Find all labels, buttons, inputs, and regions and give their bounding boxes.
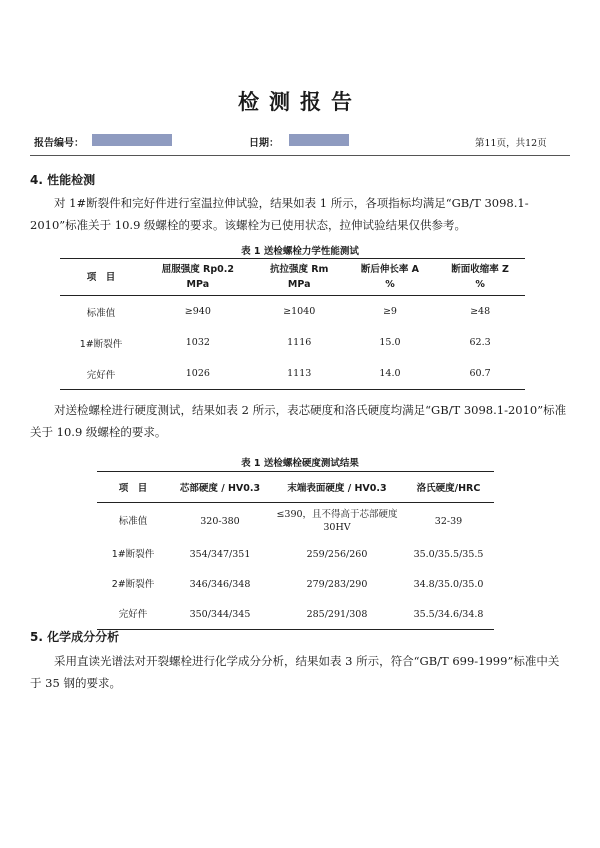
cell: 35.5/34.6/34.8 (413, 608, 484, 620)
section-4-paragraph-2-text: 对送检螺栓进行硬度测试，结果如表 2 所示，表芯硬度和洛氏硬度均满足“GB/T 3098.1-2010”标准关于 10.9 级螺栓的要求。 (30, 403, 567, 439)
cell: 1026 (185, 368, 210, 379)
cell: 354/347/351 (189, 548, 251, 560)
col-header-tensile-strength: 抗拉强度 Rm MPa (269, 264, 329, 290)
section-4-paragraph-2 (30, 399, 570, 443)
hardness-table (97, 471, 494, 630)
row-label: 完好件 (118, 608, 148, 620)
section-4-paragraph-1-text: 对 1#断裂件和完好件进行室温拉伸试验，结果如表 1 所示，各项指标均满足“GB/T 3098.1-2010”标准关于 10.9 级螺栓的要求。该螺栓为已使用状态，拉伸试验结果仅供参考。 (30, 196, 529, 232)
header-divider (30, 155, 570, 156)
table-1-caption: 表 1 送检螺栓力学性能测试 (241, 246, 359, 257)
cell: 15.0 (379, 337, 401, 348)
cell: 62.3 (469, 337, 491, 348)
table-row (97, 599, 494, 630)
col-header-elongation: 断后伸长率 A % (360, 264, 420, 290)
cell: 346/346/348 (189, 578, 251, 590)
cell: 285/291/308 (306, 608, 368, 620)
cell: 35.0/35.5/35.5 (413, 548, 484, 560)
page-title: 检测报告 (238, 90, 362, 114)
row-label: 标准值 (86, 307, 116, 319)
col-header-reduction-area: 断面收缩率 Z % (451, 264, 509, 290)
cell: ≥1040 (283, 306, 316, 317)
section-5-heading: 5. 化学成分分析 (30, 630, 120, 644)
report-number-label: 报告编号： (34, 138, 84, 149)
cell: 1116 (287, 337, 312, 348)
page-indicator: 第11页，共12页 (475, 138, 547, 149)
table-row (60, 327, 525, 358)
table-row (97, 503, 494, 540)
col-header-item: 项 目 (118, 483, 148, 494)
row-label: 2#断裂件 (111, 578, 155, 590)
row-label: 标准值 (118, 515, 148, 527)
table-header-row (60, 259, 525, 296)
date-label: 日期： (249, 138, 279, 149)
col-header-surface-hardness: 末端表面硬度 / HV0.3 (287, 483, 387, 494)
section-4-heading: 4. 性能检测 (30, 173, 96, 187)
cell: 34.8/35.0/35.0 (413, 578, 484, 590)
col-header-core-hardness: 芯部硬度 / HV0.3 (179, 483, 261, 494)
cell: 14.0 (379, 368, 401, 379)
cell: 279/283/290 (306, 578, 368, 590)
section-5-paragraph-1 (30, 650, 570, 694)
report-number-redacted (92, 134, 172, 146)
section-5-paragraph-1-text: 采用直读光谱法对开裂螺栓进行化学成分分析，结果如表 3 所示，符合“GB/T 699-1999”标准中关于 35 钢的要求。 (30, 654, 560, 690)
cell: 32-39 (434, 515, 463, 527)
col-header-rockwell-hardness: 洛氏硬度/HRC (416, 483, 481, 494)
section-4-paragraph-1 (30, 192, 570, 236)
cell: ≥48 (470, 306, 491, 317)
cell: 350/344/345 (189, 608, 251, 620)
row-label: 1#断裂件 (111, 548, 155, 560)
row-label: 1#断裂件 (79, 338, 123, 350)
table-row (97, 569, 494, 599)
table-2-caption: 表 1 送检螺栓硬度测试结果 (241, 458, 359, 469)
col-header-yield-strength: 屈服强度 Rp0.2 MPa (161, 264, 234, 290)
date-redacted (289, 134, 349, 146)
table-row (97, 539, 494, 569)
col-header-item: 项 目 (86, 271, 116, 283)
cell: ≤390，且不得高于芯部硬度 30HV (276, 509, 398, 533)
table-header-row (97, 472, 494, 503)
cell: ≥9 (382, 306, 397, 317)
cell: 60.7 (469, 368, 491, 379)
table-row (60, 296, 525, 328)
cell: 259/256/260 (306, 548, 368, 560)
row-label: 完好件 (86, 369, 116, 381)
table-row (60, 358, 525, 390)
cell: 1113 (287, 368, 312, 379)
cell: 1032 (185, 337, 210, 348)
cell: ≥940 (184, 306, 211, 317)
mechanical-properties-table (60, 258, 525, 390)
cell: 320-380 (200, 515, 240, 527)
